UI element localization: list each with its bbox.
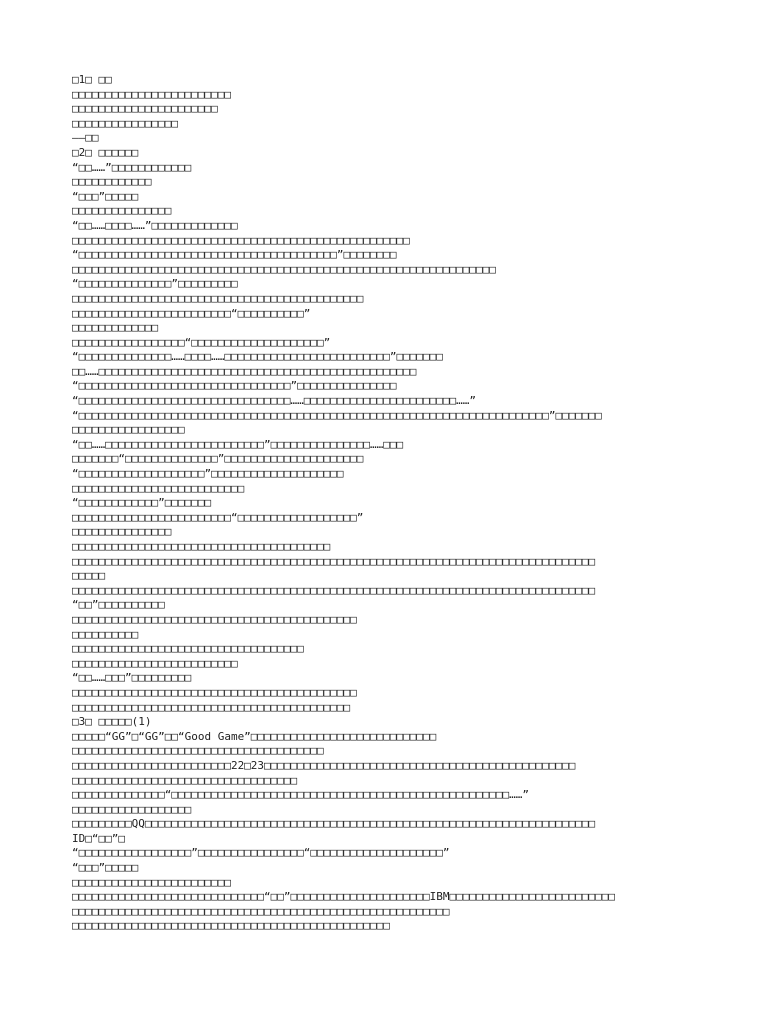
text-line: □□□□□□□□□□□□□□□□□□□□□□□□ (72, 875, 231, 889)
text-line: □□□□□□□□□□□□□□□□□□□□□□□□□□□□□□□□□□□□□□□□□□□□□□□□□□□ (72, 233, 410, 247)
text-line: □□□□□“GG”□“GG”□□“Good Game”□□□□□□□□□□□□□□□□□□□□□□□□□□□□ (72, 729, 437, 743)
text-line: □1□ □□ (72, 73, 112, 86)
text-line: □□□□□□□□□□□□□□□□□□□□□□□□□□□□□□□□□□□□□□□□□□□□□□□□ (72, 919, 390, 933)
text-line: □□□□□□□□□□□□□□□□□□□□□□□□□□□□□□□□□□□□□□□□□□□ (72, 612, 357, 626)
text-line: “□□”□□□□□□□□□□ (72, 598, 165, 612)
text-line: □□□□□□□□□□□□□□□□□□□□□□□□22□23□□□□□□□□□□□□□□□□□□□□□□□□□□□□□□□□□□□□□□□□□□□□□□□ (72, 758, 576, 772)
text-line: “□□……□□□□……”□□□□□□□□□□□□□ (72, 218, 238, 232)
text-line: □□□□□□□□□□□□□□□□□ (72, 423, 185, 437)
text-line: “□□□□□□□□□□□□□□□□□□□□□□□□□□□□□□□□□□□□□□□”□□□□□□□□ (72, 248, 397, 262)
text-line: □□□□□□□□□□□□□□□□□□□□□□□□□□□□□□□□□□□□□□□□□□□ (72, 685, 357, 699)
text-line: □□□□□□□□□□□□□□□ (72, 525, 172, 539)
text-line: □□□□□□□□□□□□□□□□□□□□□□□□□□□□□□□□□□□□□□ (72, 744, 324, 758)
text-line: ——□□ (72, 131, 99, 145)
text-line: □□……□□□□□□□□□□□□□□□□□□□□□□□□□□□□□□□□□□□□□□□□□□□□□□□□ (72, 364, 417, 378)
text-line: □□□□□□□“□□□□□□□□□□□□□□”□□□□□□□□□□□□□□□□□□□□□ (72, 452, 364, 466)
text-line: “□□□”□□□□□ (72, 189, 139, 203)
text-line: □□□□□□□□□□□□□□□□□□□□□□□□□□□□□□□□□□□□□□□□□□□□□□□□□□□□□□□□□□□□□□□□□□□□□□□□□□□□□□□ (72, 554, 596, 568)
text-line: □□□□□□□□□□□□□□□ (72, 204, 172, 218)
text-line: □□□□□ (72, 569, 106, 583)
text-line: “□□□□□□□□□□□□□□□□□□□”□□□□□□□□□□□□□□□□□□□□ (72, 467, 344, 481)
text-line: “□□□□□□□□□□□□□□”□□□□□□□□□ (72, 277, 238, 291)
text-line: □□□□□□□□□□□□□□□□□□□□□□□□“□□□□□□□□□□□□□□□□□□” (72, 510, 364, 524)
text-line: □□□□□□□□□□□□□□□□□□□□□□□□ (72, 87, 231, 101)
text-line: □□□□□□□□□□□□□□“□□□□□□□□□□□□□□□□□□□□□□□□□□□□□□□□□□□□□□□□□□□□□□□□□□□……” (72, 788, 529, 802)
text-line: □3□ □□□□□(1) (72, 715, 152, 729)
text-line: ID□“□□”□ (72, 831, 125, 845)
text-line: □□□□□□□□□QQ□□□□□□□□□□□□□□□□□□□□□□□□□□□□□□□□□□□□□□□□□□□□□□□□□□□□□□□□□□□□□□□□□□□□ (72, 817, 596, 831)
text-line: □□□□□□□□□□□□□□□□□□□□□□□□“□□□□□□□□□□” (72, 306, 311, 320)
text-line: □□□□□□□□□□□□□□□□□□ (72, 802, 192, 816)
text-line: □□□□□□□□□□□□□□□□□□□□□□□□□□ (72, 481, 245, 495)
text-line: □□□□□□□□□□□□□□□□□□□□□□ (72, 102, 218, 116)
text-line: “□□……□□□”□□□□□□□□□ (72, 671, 192, 685)
text-line: “□□……”□□□□□□□□□□□□ (72, 160, 192, 174)
text-line: □□□□□□□□□□□□□□□□□□□□□□□□□□□□□□□□□□□□□□□□□□□□□□□□□□□□□□□□□□□□□□□□ (72, 262, 496, 276)
text-line: “□□□□□□□□□□□□□□□□□□□□□□□□□□□□□□□□……□□□□□□□□□□□□□□□□□□□□□□□……” (72, 394, 476, 408)
text-line: □□□□□□□□□□□□□□□□□□□□□□□□□□□□□□□□□□□□□□□□□□□□ (72, 291, 364, 305)
text-line: □□□□□□□□□□□□□ (72, 321, 159, 335)
text-line: “□□□□□□□□□□□□□□□□□□□□□□□□□□□□□□□□”□□□□□□□□□□□□□□□ (72, 379, 397, 393)
text-line: “□□……□□□□□□□□□□□□□□□□□□□□□□□□”□□□□□□□□□□□□□□□……□□□ (72, 437, 404, 451)
text-line: □□□□□□□□□□□□ (72, 175, 152, 189)
text-line: □□□□□□□□□□□□□□□□□□□□□□□□□□□□□“□□”□□□□□□□□□□□□□□□□□□□□□IBM□□□□□□□□□□□□□□□□□□□□□□□□□ (72, 890, 616, 904)
text-line: “□□□□□□□□□□□□□□……□□□□……□□□□□□□□□□□□□□□□□□□□□□□□□”□□□□□□□ (72, 350, 443, 364)
text-line: □□□□□□□□□□□□□□□□□□□□□□□□□□□□□□□□□□□□□□□□□□ (72, 700, 351, 714)
text-line: □□□□□□□□□□□□□□□□□□□□□□□□□ (72, 656, 238, 670)
text-line: “□□□□□□□□□□□□□□□□□□□□□□□□□□□□□□□□□□□□□□□□□□□□□□□□□□□□□□□□□□□□□□□□□□□□□□□”□□□□□□□ (72, 408, 602, 422)
text-line: □2□ □□□□□□ (72, 145, 139, 159)
text-line: □□□□□□□□□□□□□□□□□□□□□□□□□□□□□□□□□□□□□□□ (72, 540, 331, 553)
text-line: □□□□□□□□□□ (72, 627, 139, 641)
text-line: “□□□□□□□□□□□□”□□□□□□□ (72, 496, 212, 510)
text-line: “□□□□□□□□□□□□□□□□□”□□□□□□□□□□□□□□□□“□□□□□□□□□□□□□□□□□□□□” (72, 846, 450, 860)
text-line: □□□□□□□□□□□□□□□□ (72, 116, 178, 130)
text-line: “□□□”□□□□□ (72, 861, 139, 875)
text-line: □□□□□□□□□□□□□□□□□□□□□□□□□□□□□□□□□□□□□□□□□□□□□□□□□□□□□□□□□□□□□□□□□□□□□□□□□□□□□□□ (72, 583, 596, 597)
document-page (72, 73, 712, 934)
text-line: □□□□□□□□□□□□□□□□□“□□□□□□□□□□□□□□□□□□□□” (72, 335, 331, 349)
text-line: □□□□□□□□□□□□□□□□□□□□□□□□□□□□□□□□□□□□□□□□□□□□□□□□□□□□□□□□□ (72, 904, 450, 918)
text-line: □□□□□□□□□□□□□□□□□□□□□□□□□□□□□□□□□□□ (72, 642, 304, 656)
text-line: □□□□□□□□□□□□□□□□□□□□□□□□□□□□□□□□□□ (72, 773, 298, 787)
